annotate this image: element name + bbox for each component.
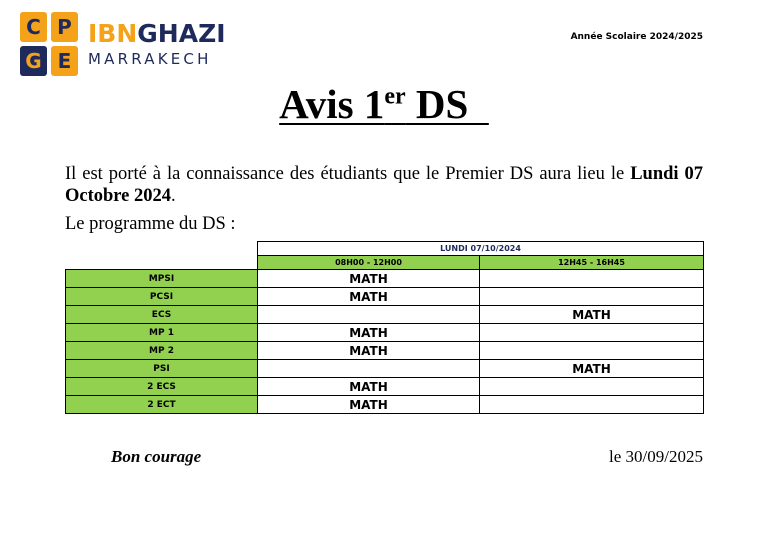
subject-cell-afternoon (480, 396, 704, 414)
class-cell: MP 1 (66, 324, 258, 342)
slot-header-afternoon: 12H45 - 16H45 (480, 256, 704, 270)
brand-city: MARRAKECH (88, 50, 212, 68)
class-cell: 2 ECS (66, 378, 258, 396)
notice-suffix: . (171, 186, 176, 206)
class-cell: MPSI (66, 270, 258, 288)
subject-cell-afternoon (480, 378, 704, 396)
signature-date: le 30/09/2025 (609, 447, 703, 466)
program-label: Le programme du DS : (65, 214, 236, 234)
subject-cell-afternoon (480, 324, 704, 342)
table-row (66, 360, 704, 378)
empty-corner (66, 242, 258, 256)
class-cell: 2 ECT (66, 396, 258, 414)
subject-cell-afternoon (480, 270, 704, 288)
subject-cell-afternoon (480, 288, 704, 306)
subject-cell-morning: MATH (258, 288, 480, 306)
subject-cell-morning: MATH (258, 396, 480, 414)
encouragement-text: Bon courage (111, 447, 202, 466)
subject-cell-morning: MATH (258, 270, 480, 288)
logo-letter-grid (20, 12, 78, 76)
day-header: LUNDI 07/10/2024 (258, 242, 704, 256)
table-row (66, 378, 704, 396)
notice-prefix: Il est porté à la connaissance des étudiants que le Premier DS aura lieu le (65, 164, 631, 184)
logo-tile-p: P (51, 12, 78, 42)
subject-cell-morning: MATH (258, 324, 480, 342)
class-cell: PSI (66, 360, 258, 378)
table-row (66, 324, 704, 342)
school-year: Année Scolaire 2024/2025 (570, 32, 703, 42)
day-header-row (66, 242, 704, 256)
ds-schedule-table (65, 241, 704, 414)
brand-ibn: IBN (88, 19, 138, 48)
slot-header-morning: 08H00 - 12H00 (258, 256, 480, 270)
subject-cell-afternoon: MATH (480, 306, 704, 324)
subject-cell-morning: MATH (258, 342, 480, 360)
table-row (66, 270, 704, 288)
slot-header-row (66, 256, 704, 270)
table-row (66, 396, 704, 414)
class-cell: PCSI (66, 288, 258, 306)
subject-cell-afternoon (480, 342, 704, 360)
notice-date: Lundi 07 Octobre 2024 (65, 164, 703, 206)
logo-tile-c: C (20, 12, 47, 42)
empty-corner (66, 256, 258, 270)
brand-ghazi: GHAZI (137, 19, 226, 48)
subject-cell-afternoon: MATH (480, 360, 704, 378)
logo-tile-g: G (20, 46, 47, 76)
subject-cell-morning (258, 306, 480, 324)
table-row (66, 288, 704, 306)
subject-cell-morning (258, 360, 480, 378)
title-superscript: er (384, 83, 406, 110)
page-title (0, 80, 768, 128)
subject-cell-morning: MATH (258, 378, 480, 396)
brand-wordmark (88, 20, 226, 68)
class-cell: ECS (66, 306, 258, 324)
title-underlined (279, 81, 489, 127)
table-row (66, 306, 704, 324)
cpge-ibnghazi-logo (20, 12, 226, 76)
brand-name (88, 20, 226, 48)
title-main: Avis 1 (279, 81, 385, 127)
title-tail: DS (405, 81, 489, 127)
logo-tile-e: E (51, 46, 78, 76)
notice-paragraph (65, 163, 703, 207)
class-cell: MP 2 (66, 342, 258, 360)
table-row (66, 342, 704, 360)
